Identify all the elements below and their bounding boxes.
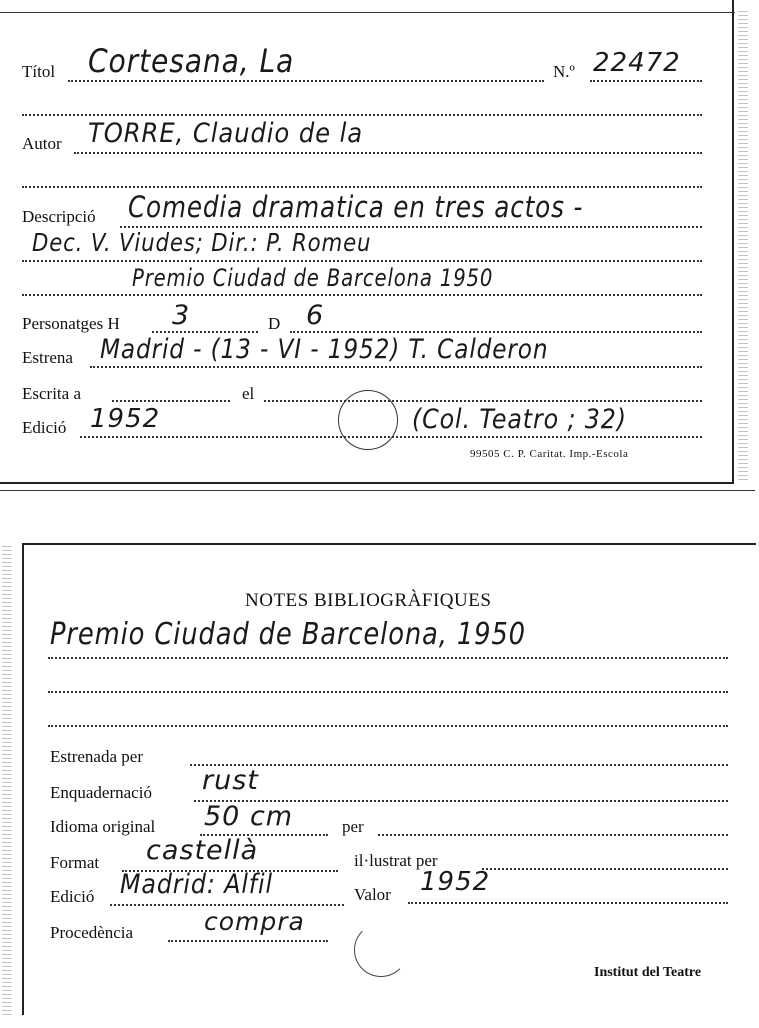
card-edge xyxy=(0,490,755,491)
label-personatges-h: Personatges H xyxy=(22,314,120,333)
punch-hole xyxy=(354,923,408,977)
dotted-line xyxy=(48,725,728,727)
label-procedencia: Procedència xyxy=(50,923,134,942)
value-estrena: Madrid - (13 - VI - 1952) T. Calderon xyxy=(100,334,549,365)
printer-imprint: 99505 C. P. Caritat. Imp.-Escola xyxy=(470,448,629,460)
label-el: el xyxy=(242,384,255,403)
value-edicio-note: (Col. Teatro ; 32) xyxy=(412,404,627,435)
value-note-1: Premio Ciudad de Barcelona, 1950 xyxy=(50,617,526,652)
dotted-line xyxy=(22,114,702,116)
dotted-line xyxy=(110,904,344,906)
dotted-line xyxy=(264,400,702,402)
dotted-line xyxy=(190,764,728,766)
catalog-card-back xyxy=(22,543,756,1015)
dotted-line xyxy=(408,902,728,904)
dotted-line xyxy=(48,691,728,693)
value-edicio-2: Madrid: Alfil xyxy=(120,869,274,900)
label-format: Format xyxy=(50,853,100,872)
label-enquadernacio: Enquadernació xyxy=(50,783,152,802)
label-titol: Títol xyxy=(22,62,56,81)
value-descripcio-2: Dec. V. Viudes; Dir.: P. Romeu xyxy=(32,228,372,257)
label-per: per xyxy=(342,817,364,836)
value-enquadernacio: rust xyxy=(202,765,259,796)
label-personatges-d: D xyxy=(268,314,281,333)
dotted-line xyxy=(22,260,702,262)
value-format: castellà xyxy=(146,835,259,866)
dotted-line xyxy=(22,294,702,296)
notes-heading: NOTES BIBLIOGRÀFIQUES xyxy=(245,590,492,611)
label-estrenada-per: Estrenada per xyxy=(50,747,143,766)
dotted-line xyxy=(22,186,702,188)
scan-noise xyxy=(2,545,12,1015)
dotted-line xyxy=(112,400,230,402)
label-illustrat: il·lustrat per xyxy=(354,851,438,870)
value-personatges-h: 3 xyxy=(172,300,191,331)
dotted-line xyxy=(152,331,258,333)
dotted-line xyxy=(290,331,702,333)
scan-noise xyxy=(738,10,748,480)
value-numero: 22472 xyxy=(593,48,681,78)
value-descripcio-3: Premio Ciudad de Barcelona 1950 xyxy=(132,264,494,292)
dotted-line xyxy=(482,868,728,870)
value-descripcio-1: Comedia dramatica en tres actos - xyxy=(128,190,584,224)
label-edicio: Edició xyxy=(22,418,67,437)
value-autor: TORRE, Claudio de la xyxy=(88,118,364,149)
label-escrita-a: Escrita a xyxy=(22,384,81,403)
label-edicio-2: Edició xyxy=(50,887,95,906)
label-numero: N.º xyxy=(553,62,575,81)
label-estrena: Estrena xyxy=(22,348,73,367)
dotted-line xyxy=(48,657,728,659)
dotted-line xyxy=(168,940,328,942)
label-valor: Valor xyxy=(354,885,391,904)
dotted-line xyxy=(590,80,702,82)
dotted-line xyxy=(68,80,544,82)
dotted-line xyxy=(90,366,702,368)
institution-stamp: Institut del Teatre xyxy=(594,965,702,980)
value-idioma: 50 cm xyxy=(204,801,294,832)
punch-hole xyxy=(338,390,398,450)
value-personatges-d: 6 xyxy=(306,300,325,331)
value-titol: Cortesana, La xyxy=(88,42,295,80)
value-procedencia: compra xyxy=(204,907,305,936)
value-valor: 1952 xyxy=(420,867,491,897)
card-edge xyxy=(0,12,735,13)
value-edicio: 1952 xyxy=(90,404,161,434)
label-idioma: Idioma original xyxy=(50,817,156,836)
label-descripcio: Descripció xyxy=(22,207,96,226)
dotted-line xyxy=(378,834,728,836)
dotted-line xyxy=(74,152,702,154)
catalog-card-front xyxy=(0,0,734,484)
label-autor: Autor xyxy=(22,134,62,153)
